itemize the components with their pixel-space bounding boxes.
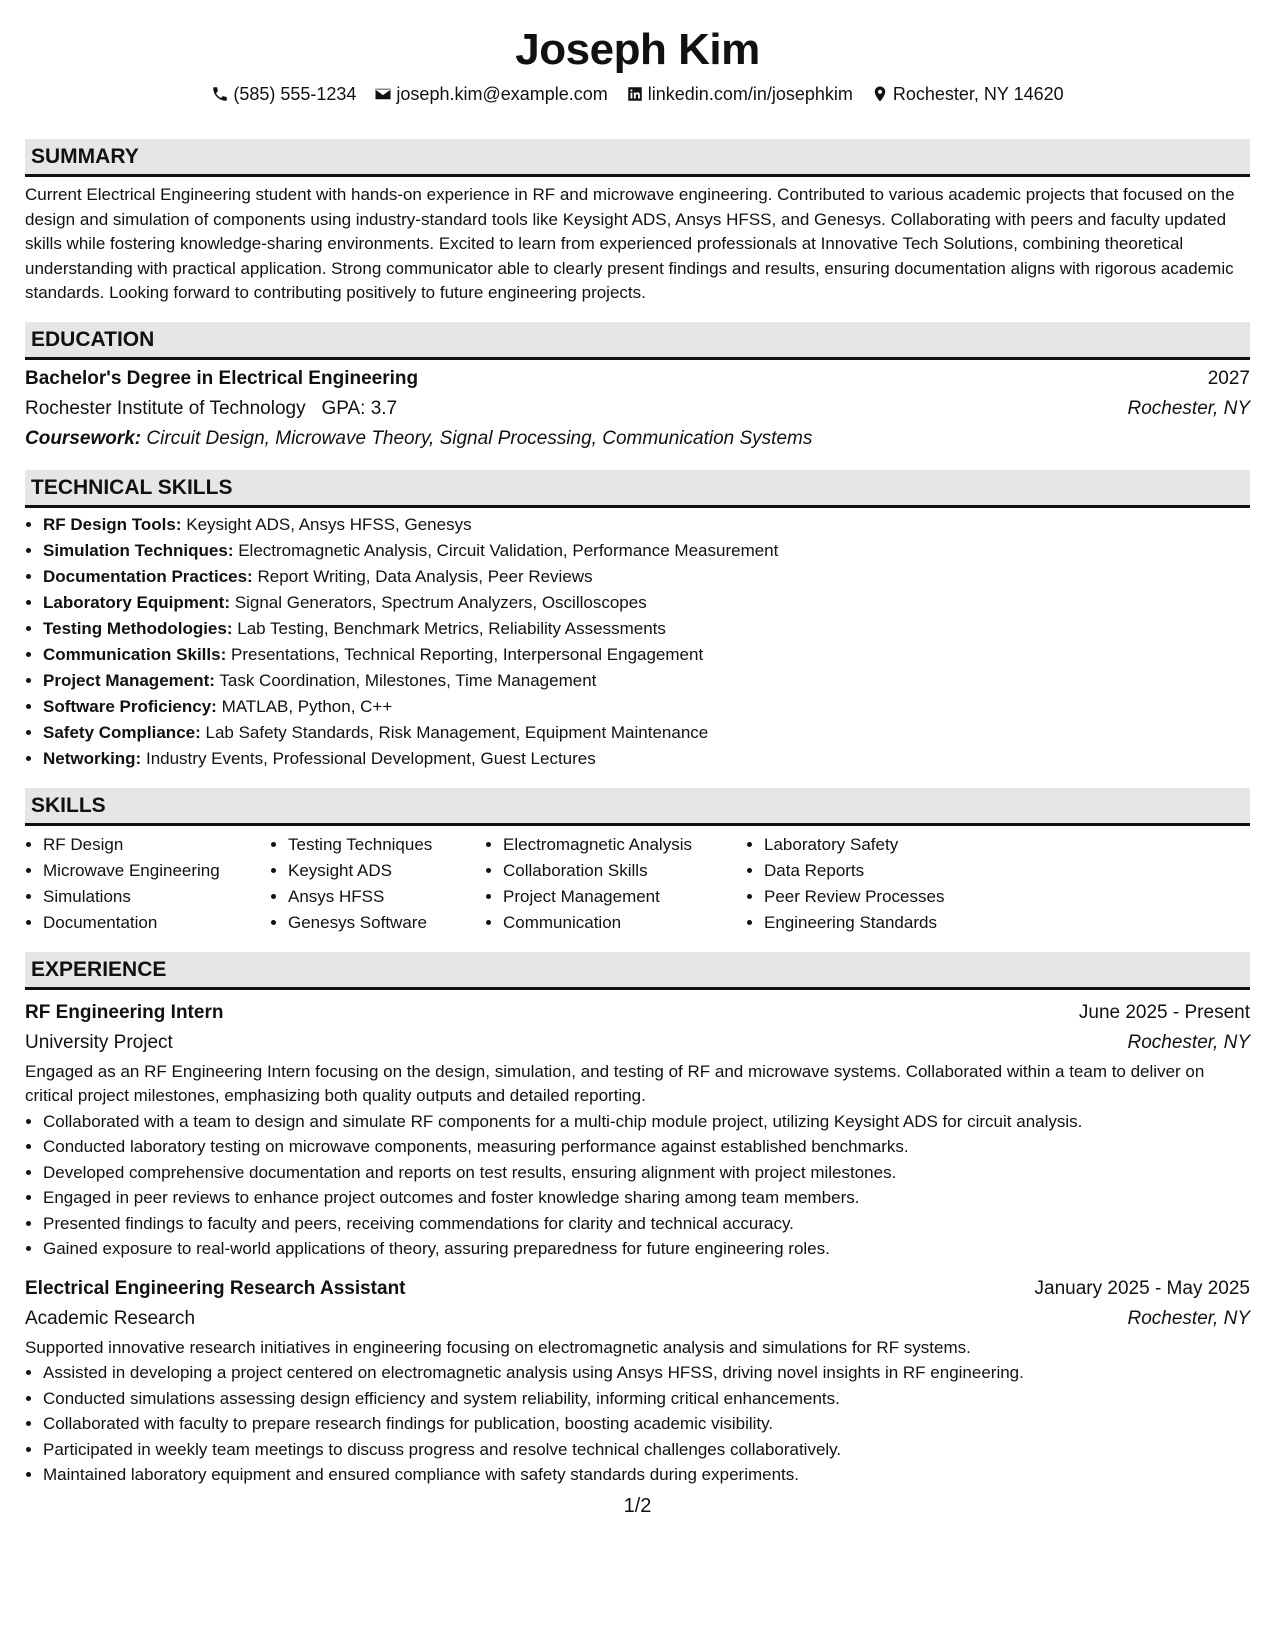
- job-title: RF Engineering Intern: [25, 1001, 224, 1023]
- school-line: [25, 394, 397, 424]
- education-heading: EDUCATION: [25, 322, 1250, 360]
- gpa: GPA: 3.7: [321, 397, 398, 419]
- education-row-2: [25, 394, 1250, 424]
- job-description: Engaged as an RF Engineering Intern focusing on the design, simulation, and testing of RF and microwave systems. Collaborated within a team to deliver on critical project milestones, emphasizing both quality outputs and detailed reporting.: [25, 1061, 1205, 1105]
- list-item: • RF Design: [43, 832, 270, 858]
- list-item: • Documentation: [43, 910, 270, 936]
- list-item: • Networking: Industry Events, Professional Development, Guest Lectures: [43, 746, 1250, 772]
- list-item: • Testing Techniques: [288, 832, 485, 858]
- job-bullets: [25, 1109, 1250, 1262]
- skills-column-4: [746, 832, 1004, 936]
- linkedin-text: linkedin.com/in/josephkim: [647, 84, 853, 104]
- coursework-label: Coursework:: [25, 427, 142, 449]
- education-row-1: [25, 364, 1250, 394]
- list-item: • Presented findings to faculty and peers, receiving commendations for clarity and technical accuracy.: [43, 1211, 1250, 1237]
- list-item: • Ansys HFSS: [288, 884, 485, 910]
- list-item: • Maintained laboratory equipment and ensured compliance with safety standards during experiments.: [43, 1462, 1250, 1488]
- contact-bar: [25, 82, 1250, 106]
- email-text: joseph.kim@example.com: [396, 84, 608, 104]
- list-item: • Laboratory Equipment: Signal Generators, Spectrum Analyzers, Oscilloscopes: [43, 590, 1250, 616]
- list-item: • Conducted laboratory testing on microwave components, measuring performance against established benchmarks.: [43, 1134, 1250, 1160]
- list-item: • Genesys Software: [288, 910, 485, 936]
- list-item: • Engaged in peer reviews to enhance project outcomes and foster knowledge sharing among team members.: [43, 1185, 1250, 1211]
- skills-column-1: [25, 832, 270, 936]
- job-dates: January 2025 - May 2025: [1034, 1277, 1250, 1299]
- experience-heading: EXPERIENCE: [25, 952, 1250, 990]
- envelope-icon: [374, 85, 392, 103]
- list-item: • Documentation Practices: Report Writing, Data Analysis, Peer Reviews: [43, 564, 1250, 590]
- job-bullets: [25, 1360, 1250, 1488]
- list-item: • Collaboration Skills: [503, 858, 746, 884]
- phone-text: (585) 555-1234: [233, 84, 357, 104]
- list-item: • Software Proficiency: MATLAB, Python, C++: [43, 694, 1250, 720]
- school-location: Rochester, NY: [1127, 397, 1250, 419]
- skills-grid: [25, 832, 1250, 936]
- list-item: • Testing Methodologies: Lab Testing, Benchmark Metrics, Reliability Assessments: [43, 616, 1250, 642]
- skills-column-2: [270, 832, 485, 936]
- list-item: • Participated in weekly team meetings to discuss progress and resolve technical challenges collaboratively.: [43, 1437, 1250, 1463]
- list-item: • Conducted simulations assessing design efficiency and system reliability, informing critical enhancements.: [43, 1386, 1250, 1412]
- job-org: University Project: [25, 1031, 173, 1053]
- technical-skills-list: [25, 512, 1250, 772]
- job-title: Electrical Engineering Research Assistant: [25, 1277, 406, 1299]
- list-item: • Project Management: Task Coordination, Milestones, Time Management: [43, 668, 1250, 694]
- list-item: • RF Design Tools: Keysight ADS, Ansys HFSS, Genesys: [43, 512, 1250, 538]
- job-org: Academic Research: [25, 1307, 196, 1329]
- skills-column-3: [485, 832, 746, 936]
- job-entry-2: [25, 1274, 1250, 1488]
- map-pin-icon: [871, 85, 889, 103]
- contact-location: [871, 82, 1064, 106]
- candidate-name: Joseph Kim: [515, 25, 760, 74]
- skills-heading: SKILLS: [25, 788, 1250, 826]
- resume-page: [25, 0, 1250, 1488]
- list-item: • Microwave Engineering: [43, 858, 270, 884]
- list-item: • Data Reports: [764, 858, 1004, 884]
- job-location: Rochester, NY: [1127, 1031, 1250, 1053]
- list-item: • Simulations: [43, 884, 270, 910]
- contact-phone: [211, 82, 356, 106]
- summary-heading: SUMMARY: [25, 139, 1250, 177]
- page-number: 1/2: [623, 1495, 652, 1517]
- degree: Bachelor's Degree in Electrical Engineering: [25, 367, 419, 389]
- list-item: • Electromagnetic Analysis: [503, 832, 746, 858]
- list-item: • Laboratory Safety: [764, 832, 1004, 858]
- list-item: • Safety Compliance: Lab Safety Standards, Risk Management, Equipment Maintenance: [43, 720, 1250, 746]
- list-item: • Peer Review Processes: [764, 884, 1004, 910]
- coursework-line: [25, 424, 1250, 454]
- phone-icon: [211, 85, 229, 103]
- list-item: • Assisted in developing a project centered on electromagnetic analysis using Ansys HFSS, driving novel insights in RF engineering.: [43, 1360, 1250, 1386]
- list-item: • Gained exposure to real-world applications of theory, assuring preparedness for future engineering roles.: [43, 1236, 1250, 1262]
- list-item: • Communication Skills: Presentations, Technical Reporting, Interpersonal Engagement: [43, 642, 1250, 668]
- job-description: Supported innovative research initiatives in engineering focusing on electromagnetic analysis and simulations for RF systems.: [25, 1337, 971, 1357]
- list-item: • Engineering Standards: [764, 910, 1004, 936]
- list-item: • Collaborated with a team to design and simulate RF components for a multi-chip module project, utilizing Keysight ADS for circuit analysis.: [43, 1109, 1250, 1135]
- list-item: • Keysight ADS: [288, 858, 485, 884]
- coursework-list: Circuit Design, Microwave Theory, Signal Processing, Communication Systems: [146, 427, 813, 449]
- list-item: • Collaborated with faculty to prepare research findings for publication, boosting academic visibility.: [43, 1411, 1250, 1437]
- location-text: Rochester, NY 14620: [892, 84, 1064, 104]
- contact-email[interactable]: [374, 82, 607, 106]
- list-item: • Simulation Techniques: Electromagnetic Analysis, Circuit Validation, Performance Measurement: [43, 538, 1250, 564]
- linkedin-icon: [626, 85, 644, 103]
- job-dates: June 2025 - Present: [1078, 1001, 1250, 1023]
- education-entry: [25, 364, 1250, 454]
- technical-skills-heading: TECHNICAL SKILLS: [25, 470, 1250, 508]
- job-location: Rochester, NY: [1127, 1307, 1250, 1329]
- graduation-year: 2027: [1207, 367, 1250, 389]
- summary-text: Current Electrical Engineering student with hands-on experience in RF and microwave engineering. Contributed to various academic projects that focused on the design and simulation of components using industry-standard tools like Keysight ADS, Ansys HFSS, and Genesys. Collaborating with peers and faculty updated skills while fostering knowledge-sharing environments. Excited to learn from experienced professionals at Innovative Tech Solutions, combining theoretical understanding with practical application. Strong communicator able to clearly present findings and results, ensuring documentation aligns with rigorous academic standards. Looking forward to contributing positively to future engineering projects.: [25, 185, 1235, 302]
- list-item: • Project Management: [503, 884, 746, 910]
- list-item: • Communication: [503, 910, 746, 936]
- list-item: • Developed comprehensive documentation and reports on test results, ensuring alignment with project milestones.: [43, 1160, 1250, 1186]
- school-name: Rochester Institute of Technology: [25, 397, 306, 419]
- job-entry-1: [25, 998, 1250, 1262]
- contact-linkedin[interactable]: [626, 82, 853, 106]
